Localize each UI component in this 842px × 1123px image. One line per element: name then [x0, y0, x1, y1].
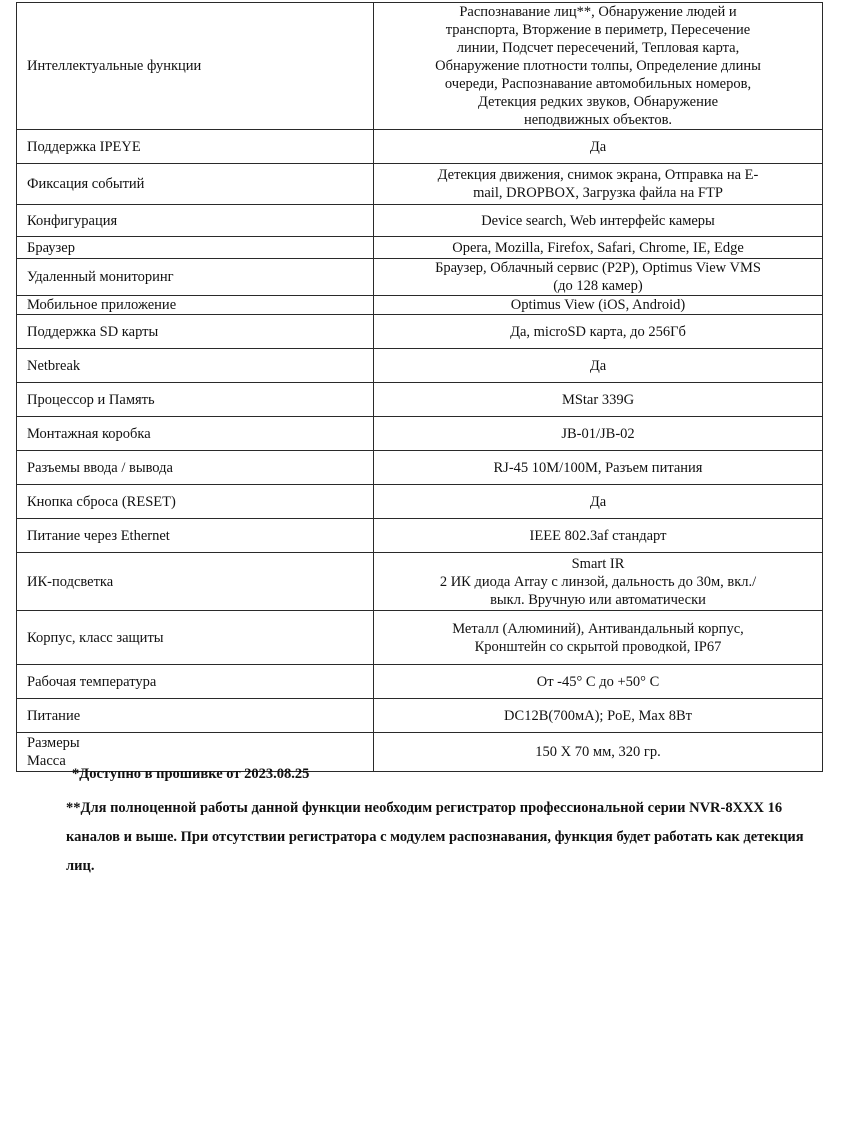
spec-label: Питание через Ethernet	[17, 519, 374, 553]
spec-label: Процессор и Память	[17, 383, 374, 417]
table-row	[17, 383, 823, 417]
spec-value: Да, microSD карта, до 256Гб	[374, 315, 823, 349]
table-row	[17, 296, 823, 315]
spec-value: Optimus View (iOS, Android)	[374, 296, 823, 315]
table-row	[17, 699, 823, 733]
table-row	[17, 349, 823, 383]
table-row	[17, 315, 823, 349]
spec-label: Интеллектуальные функции	[17, 3, 374, 130]
spec-value: Да	[374, 485, 823, 519]
spec-label: Размеры Масса	[17, 733, 374, 772]
table-row	[17, 130, 823, 164]
spec-value: DC12В(700мА); PoE, Max 8Вт	[374, 699, 823, 733]
spec-value: Браузер, Облачный сервис (P2P), Optimus View VMS (до 128 камер)	[374, 259, 823, 296]
spec-label: ИК-подсветка	[17, 553, 374, 611]
table-row	[17, 237, 823, 259]
spec-label: Netbreak	[17, 349, 374, 383]
spec-value: Да	[374, 349, 823, 383]
spec-label: Браузер	[17, 237, 374, 259]
table-row	[17, 3, 823, 130]
spec-label: Поддержка SD карты	[17, 315, 374, 349]
spec-label: Питание	[17, 699, 374, 733]
table-row	[17, 485, 823, 519]
table-row	[17, 665, 823, 699]
spec-value: Да	[374, 130, 823, 164]
spec-label: Рабочая температура	[17, 665, 374, 699]
spec-value: IEEE 802.3af стандарт	[374, 519, 823, 553]
spec-value: JB-01/JB-02	[374, 417, 823, 451]
spec-label: Корпус, класс защиты	[17, 611, 374, 665]
spec-value: Распознавание лиц**, Обнаружение людей и транспорта, Вторжение в периметр, Пересечение линии, Подсчет пересечений, Тепловая карта, Обнаружение плотности толпы, Определение длины очереди, Распознавание автомобильных номеров, Детекция редких звуков, Обнаружение неподвижных объектов.	[374, 3, 823, 130]
spec-label: Мобильное приложение	[17, 296, 374, 315]
specifications-table	[16, 2, 823, 772]
spec-label: Кнопка сброса (RESET)	[17, 485, 374, 519]
spec-value: Smart IR 2 ИК диода Array с линзой, дальность до 30м, вкл./выкл. Вручную или автоматически	[374, 553, 823, 611]
footnotes	[66, 764, 806, 881]
table-row	[17, 553, 823, 611]
spec-value: 150 X 70 мм, 320 гр.	[374, 733, 823, 772]
spec-label: Фиксация событий	[17, 164, 374, 205]
spec-value: Opera, Mozilla, Firefox, Safari, Chrome, IE, Edge	[374, 237, 823, 259]
table-row	[17, 259, 823, 296]
spec-label: Монтажная коробка	[17, 417, 374, 451]
spec-value: MStar 339G	[374, 383, 823, 417]
table-row	[17, 519, 823, 553]
spec-label: Разъемы ввода / вывода	[17, 451, 374, 485]
table-row	[17, 451, 823, 485]
table-row	[17, 205, 823, 237]
spec-label: Поддержка IPEYE	[17, 130, 374, 164]
spec-label: Удаленный мониторинг	[17, 259, 374, 296]
spec-value: Металл (Алюминий), Антивандальный корпус, Кронштейн со скрытой проводкой, IP67	[374, 611, 823, 665]
spec-value: От -45° C до +50° C	[374, 665, 823, 699]
spec-value: Детекция движения, снимок экрана, Отправка на E-mail, DROPBOX, Загрузка файла на FTP	[374, 164, 823, 205]
spec-label: Конфигурация	[17, 205, 374, 237]
footnote-recorder-requirement: **Для полноценной работы данной функции необходим регистратор профессиональной серии NVR-8XXX 16 каналов и выше. При отсутствии регистратора с модулем распознавания, функция будет работать как детекция лиц.	[66, 800, 804, 874]
footnote-firmware: *Доступно в прошивке от 2023.08.25	[72, 766, 310, 782]
table-row	[17, 611, 823, 665]
spec-value: RJ-45 10M/100M, Разъем питания	[374, 451, 823, 485]
spec-value: Device search, Web интерфейс камеры	[374, 205, 823, 237]
table-row	[17, 164, 823, 205]
table-row	[17, 417, 823, 451]
